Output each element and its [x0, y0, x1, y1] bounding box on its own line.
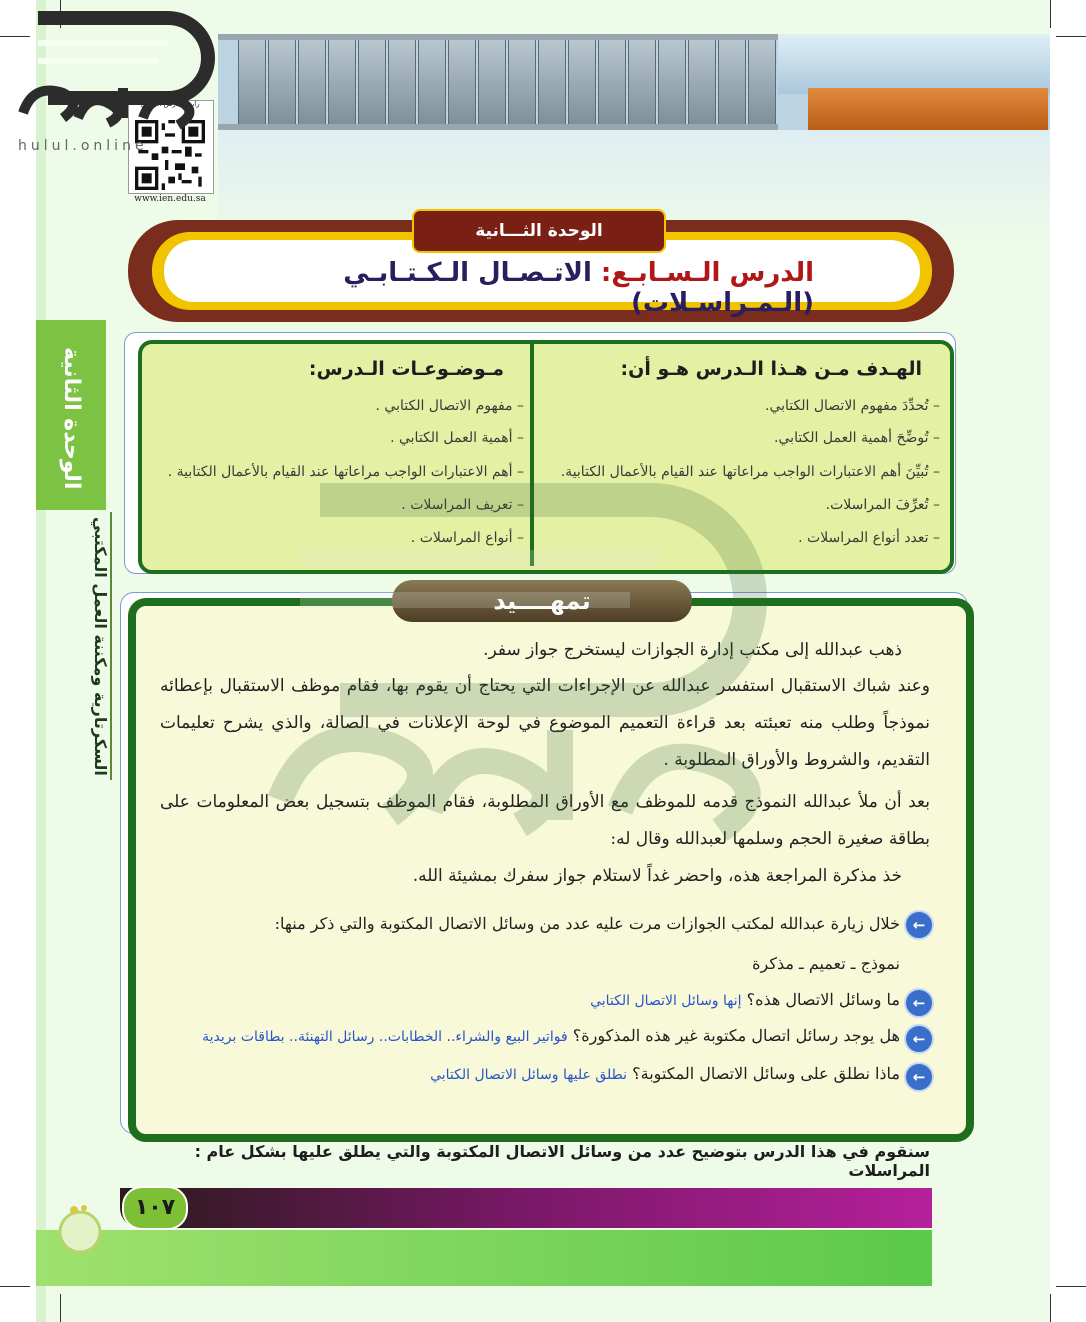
qr-url[interactable]: www.ien.edu.sa	[134, 194, 206, 204]
topic-item: – تعريف المراسلات .	[401, 497, 524, 513]
answer-text: إنها وسائل الاتصال الكتابي	[590, 993, 742, 1009]
question-text: هل يوجد رسائل اتصال مكتوبة غير هذه المذكورة؟	[572, 1026, 900, 1045]
ministry-logo-icon	[50, 1198, 110, 1258]
intro-paragraph: ذهب عبدالله إلى مكتب إدارة الجوازات ليستخرج جواز سفر.	[483, 640, 902, 660]
logo-subtitle: hulul.online	[18, 138, 148, 154]
crop-mark	[60, 1294, 61, 1322]
crop-mark	[1050, 0, 1051, 28]
topic-item: – أنواع المراسلات .	[410, 530, 524, 546]
question-text: ما وسائل الاتصال هذه؟	[746, 990, 900, 1009]
page-number: ١٠٧	[122, 1186, 188, 1230]
footer-band	[36, 1230, 932, 1286]
header-photo	[218, 34, 1050, 130]
summary-text: سنقوم في هذا الدرس بتوضيح عدد من وسائل الاتصال المكتوبة والتي يطلق عليها بشكل عام : المراسلات	[194, 1142, 930, 1180]
arrow-left-icon[interactable]: ←	[904, 910, 934, 940]
objective-item: – تُعرِّفَ المراسلات.	[825, 497, 940, 513]
topic-item: – أهمية العمل الكتابي .	[390, 430, 524, 446]
answer-text: فواتير البيع والشراء.. الخطابات.. رسائل التهنئة.. بطاقات بريدية	[202, 1029, 568, 1045]
question-text: خلال زيارة عبدالله لمكتب الجوازات مرت عليه عدد من وسائل الاتصال المكتوبة والتي ذكر منها:	[274, 914, 900, 933]
objective-item: – تُحدِّدَ مفهوم الاتصال الكتابي.	[765, 398, 940, 414]
objective-item: – تُبيِّنَ أهم الاعتبارات الواجب مراعاتها عند القيام بالأعمال الكتابية.	[560, 464, 940, 480]
side-divider	[110, 512, 112, 780]
arrow-left-icon[interactable]: ←	[904, 988, 934, 1018]
crop-mark	[1056, 36, 1086, 37]
arrow-left-icon[interactable]: ←	[904, 1024, 934, 1054]
intro-paragraph: بعد أن ملأ عبدالله النموذج قدمه للموظف مع الأوراق المطلوبة، فقام الموظف بتسجيل بعض المعلومات على بطاقة صغيرة الحجم وسلمها لعبدالله وقال له:	[160, 792, 930, 849]
lesson-prefix: الدرس الـسـابـع:	[600, 258, 814, 288]
answer-text: نطلق عليها وسائل الاتصال الكتابي	[430, 1067, 628, 1083]
question-examples: نموذج ـ تعميم ـ مذكرة	[752, 954, 900, 973]
topic-item: – مفهوم الاتصال الكتابي .	[375, 398, 524, 414]
question-text: ماذا نطلق على وسائل الاتصال المكتوبة؟	[632, 1064, 900, 1083]
objectives-divider	[530, 342, 534, 566]
topic-item: – أهم الاعتبارات الواجب مراعاتها عند القيام بالأعمال الكتابية .	[167, 464, 524, 480]
qr-caption: رابط الدرس الرقمي	[140, 100, 200, 108]
objective-item: – تعدد أنواع المراسلات .	[798, 530, 940, 546]
topics-heading: مـوضـوعـات الـدرس:	[308, 358, 504, 380]
footer-purple-band	[120, 1188, 932, 1228]
arrow-left-icon[interactable]: ←	[904, 1062, 934, 1092]
intro-paragraph: خذ مذكرة المراجعة هذه، واحضر غداً لاستلام جواز سفرك بمشيئة الله.	[412, 866, 902, 886]
crop-mark	[1056, 1286, 1086, 1287]
lesson-name: الاتـصـال الـكـتـابـي (الـمـراسـلات)	[343, 258, 814, 318]
objectives-heading: الهـدف مـن هـذا الـدرس هـو أن:	[620, 358, 922, 380]
question-row	[110, 1026, 900, 1045]
lesson-title	[164, 258, 814, 318]
crop-mark	[1050, 1294, 1051, 1322]
crop-mark	[0, 1286, 30, 1287]
unit-label: الوحدة الثـــانية	[412, 209, 666, 253]
side-subject-label: السكرتارية ومكننة العمل المكتبي	[91, 516, 110, 776]
question-row	[140, 1064, 900, 1083]
intro-heading: تمهــــيد	[392, 580, 692, 622]
intro-paragraph: وعند شباك الاستقبال استفسر عبدالله عن الإجراءات التي يحتاج أن يقوم بها، فقام موظف الاستقبال بإعطائه نموذجاً وطلب منه تعبئته بعد قراءة التعميم الموضوع في لوحة الإعلانات في الصالة، والذي يشرح تعليمات التقديم، والشروط والأوراق المطلوبة .	[160, 676, 930, 770]
objective-item: – تُوضِّحَ أهمية العمل الكتابي.	[774, 430, 940, 446]
side-unit-label: الوحدة الثانية	[59, 346, 84, 490]
hulul-logo	[18, 8, 218, 158]
left-strip	[36, 0, 46, 1322]
question-row	[140, 990, 900, 1009]
